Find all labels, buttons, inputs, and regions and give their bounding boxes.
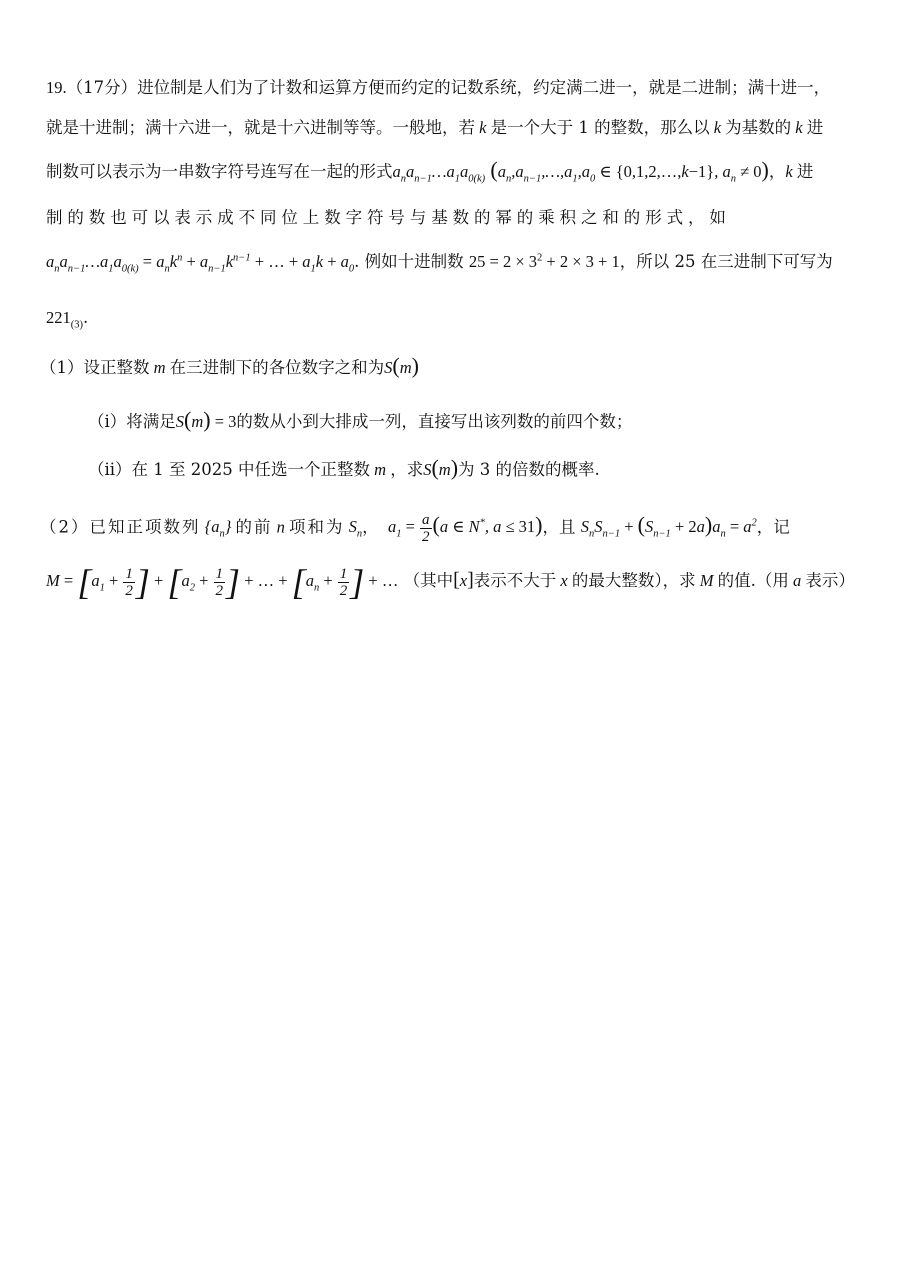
example-formula: $25 = 2 \times 3^2 + 2 \times 3 + 1$ xyxy=(468,252,620,271)
floor-x: [x] xyxy=(453,568,474,591)
s-of-m: S(m) xyxy=(384,353,419,378)
s-of-m-inline: S(m) xyxy=(423,455,459,480)
recurrence-formula: $S_nS_{n-1} + (S_{n-1} + 2a)a_n = a^2$ xyxy=(580,512,757,540)
problem-line-1: 19.（17分）进位制是人们为了计数和运算方便而约定的记数系统，约定满二进一，就是二进制；满十进一， xyxy=(46,78,831,97)
s-of-m-equals-3: S(m) = 3 xyxy=(175,407,237,432)
a1-formula: $a_1$ = $\frac{a}{2}$ (a ∈ N*, a ≤ 31) xyxy=(383,512,543,545)
problem-number: 19. xyxy=(46,78,67,97)
part2-line-2: $M = [a_1$ + $\frac{1}{2}$ ] + [$a_2$ + $\frac{1}{2}$ ] + … + [$a_n$ + $\frac{1}{2}$ ] + … （其中[x]表示不大于 x 的最大整数），求 M 的值.（用 a 表示） xyxy=(46,562,855,602)
problem-line-2: 就是十进制；满十六进一，就是十六进制等等。一般地，若 k 是一个大于 1 的整数，那么以 k 为基数的 k 进 xyxy=(46,118,824,137)
problem-line-6: $221_{(3)}$. xyxy=(46,308,89,331)
m-sum-formula: $M = [a_1$ + $\frac{1}{2}$ ] + [$a_2$ + $\frac{1}{2}$ ] + … + [$a_n$ + $\frac{1}{2}$ ] + … xyxy=(46,562,399,602)
problem-points: （17分） xyxy=(66,78,138,97)
part2-intro: （2）已知正项数列 $\{a_n\}$ 的前 n 项和为 $S_n$， $a_1$ = $\frac{a}{2}$ (a ∈ N*, a ≤ 31)，且 $S_nS_{n-1} + (S_{n-1} + 2a)a_n = a^2$，记 xyxy=(40,512,790,545)
part1-sub-ii: （ii）在 1 至 2025 中任选一个正整数 m ，求S(m)为 3 的倍数的概率. xyxy=(88,455,600,480)
problem-line-3: 制数可以表示为一串数字符号连写在一起的形式$a_na_{n-1}\dots a_1a_{0(k)}$ ($a_n,a_{n-1},\dots,a_1,a_0$ ∈ {0,1,2,…,k−1}, $a_n \ne 0$)，k 进 xyxy=(46,157,814,185)
k-base-numeral-formula: $a_na_{n-1}\dots a_1a_{0(k)}$ xyxy=(392,162,486,185)
sequence-an: $\{a_n\}$ xyxy=(200,517,236,540)
problem-line-5: $a_na_{n-1}\dots a_1a_{0(k)} = a_nk^n + a_{n-1}k^{n-1}$ + … + $a_1k + a_0$. 例如十进制数 $25 = 2 \times 3^2 + 2 \times 3 + 1$，所以 25 在三进制下可写为 xyxy=(46,252,833,275)
base3-result: $221_{(3)}$ xyxy=(46,308,83,331)
part1-sub-i: （i）将满足S(m) = 3的数从小到大排成一列，直接写出该列数的前四个数； xyxy=(88,407,633,432)
part1-intro: （1）设正整数 m 在三进制下的各位数字之和为S(m) xyxy=(40,353,419,378)
digit-set-formula: ($a_n,a_{n-1},\dots,a_1,a_0$ ∈ {0,1,2,…,k−1}, $a_n \ne 0$) xyxy=(490,157,769,185)
problem-line-4: 制的数也可以表示成不同位上数字符号与基数的幂的乘积之和的形式，如 xyxy=(46,208,731,227)
expansion-formula: $a_na_{n-1}\dots a_1a_{0(k)} = a_nk^n + a_{n-1}k^{n-1}$ + … + $a_1k + a_0$ xyxy=(46,252,355,275)
